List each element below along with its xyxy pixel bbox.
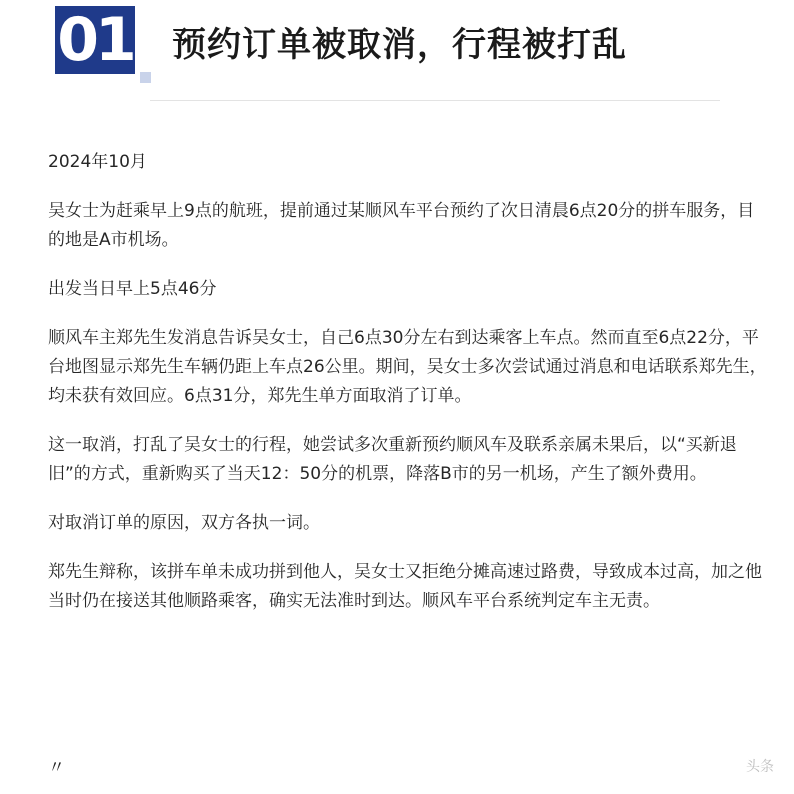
header-divider bbox=[150, 100, 720, 101]
section-title: 预约订单被取消，行程被打乱 bbox=[172, 25, 627, 65]
paragraph-6: 郑先生辩称，该拼车单未成功拼到他人，吴女士又拒绝分摊高速过路费，导致成本过高，加之他当时仍在接送其他顺路乘客，确实无法准时到达。顺风车平台系统判定车主无责。 bbox=[48, 562, 762, 611]
section-number-badge: 01 bbox=[55, 6, 135, 74]
paragraph-5: 对取消订单的原因，双方各执一词。 bbox=[48, 513, 320, 533]
paragraph-4: 这一取消，打乱了吴女士的行程，她尝试多次重新预约顺风车及联系亲属未果后，以“买新退旧”的方式，重新购买了当天12：50分的机票，降落B市的另一机场，产生了额外费用。 bbox=[48, 435, 737, 484]
article-body bbox=[48, 148, 770, 636]
badge-accent-square bbox=[140, 72, 151, 83]
article-date: 2024年10月 bbox=[48, 152, 147, 172]
trailing-quote-mark: 〃 bbox=[48, 758, 65, 778]
paragraph-2: 出发当日早上5点46分 bbox=[48, 279, 217, 299]
article-header bbox=[0, 0, 794, 110]
paragraph-1: 吴女士为赶乘早上9点的航班，提前通过某顺风车平台预约了次日清晨6点20分的拼车服务，目的地是A市机场。 bbox=[48, 201, 755, 250]
paragraph-3: 顺风车主郑先生发消息告诉吴女士，自己6点30分左右到达乘客上车点。然而直至6点22分，平台地图显示郑先生车辆仍距上车点26公里。期间，吴女士多次尝试通过消息和电话联系郑先生，均未获有效回应。6点31分，郑先生单方面取消了订单。 bbox=[48, 328, 767, 406]
watermark: 头条 bbox=[746, 759, 774, 775]
